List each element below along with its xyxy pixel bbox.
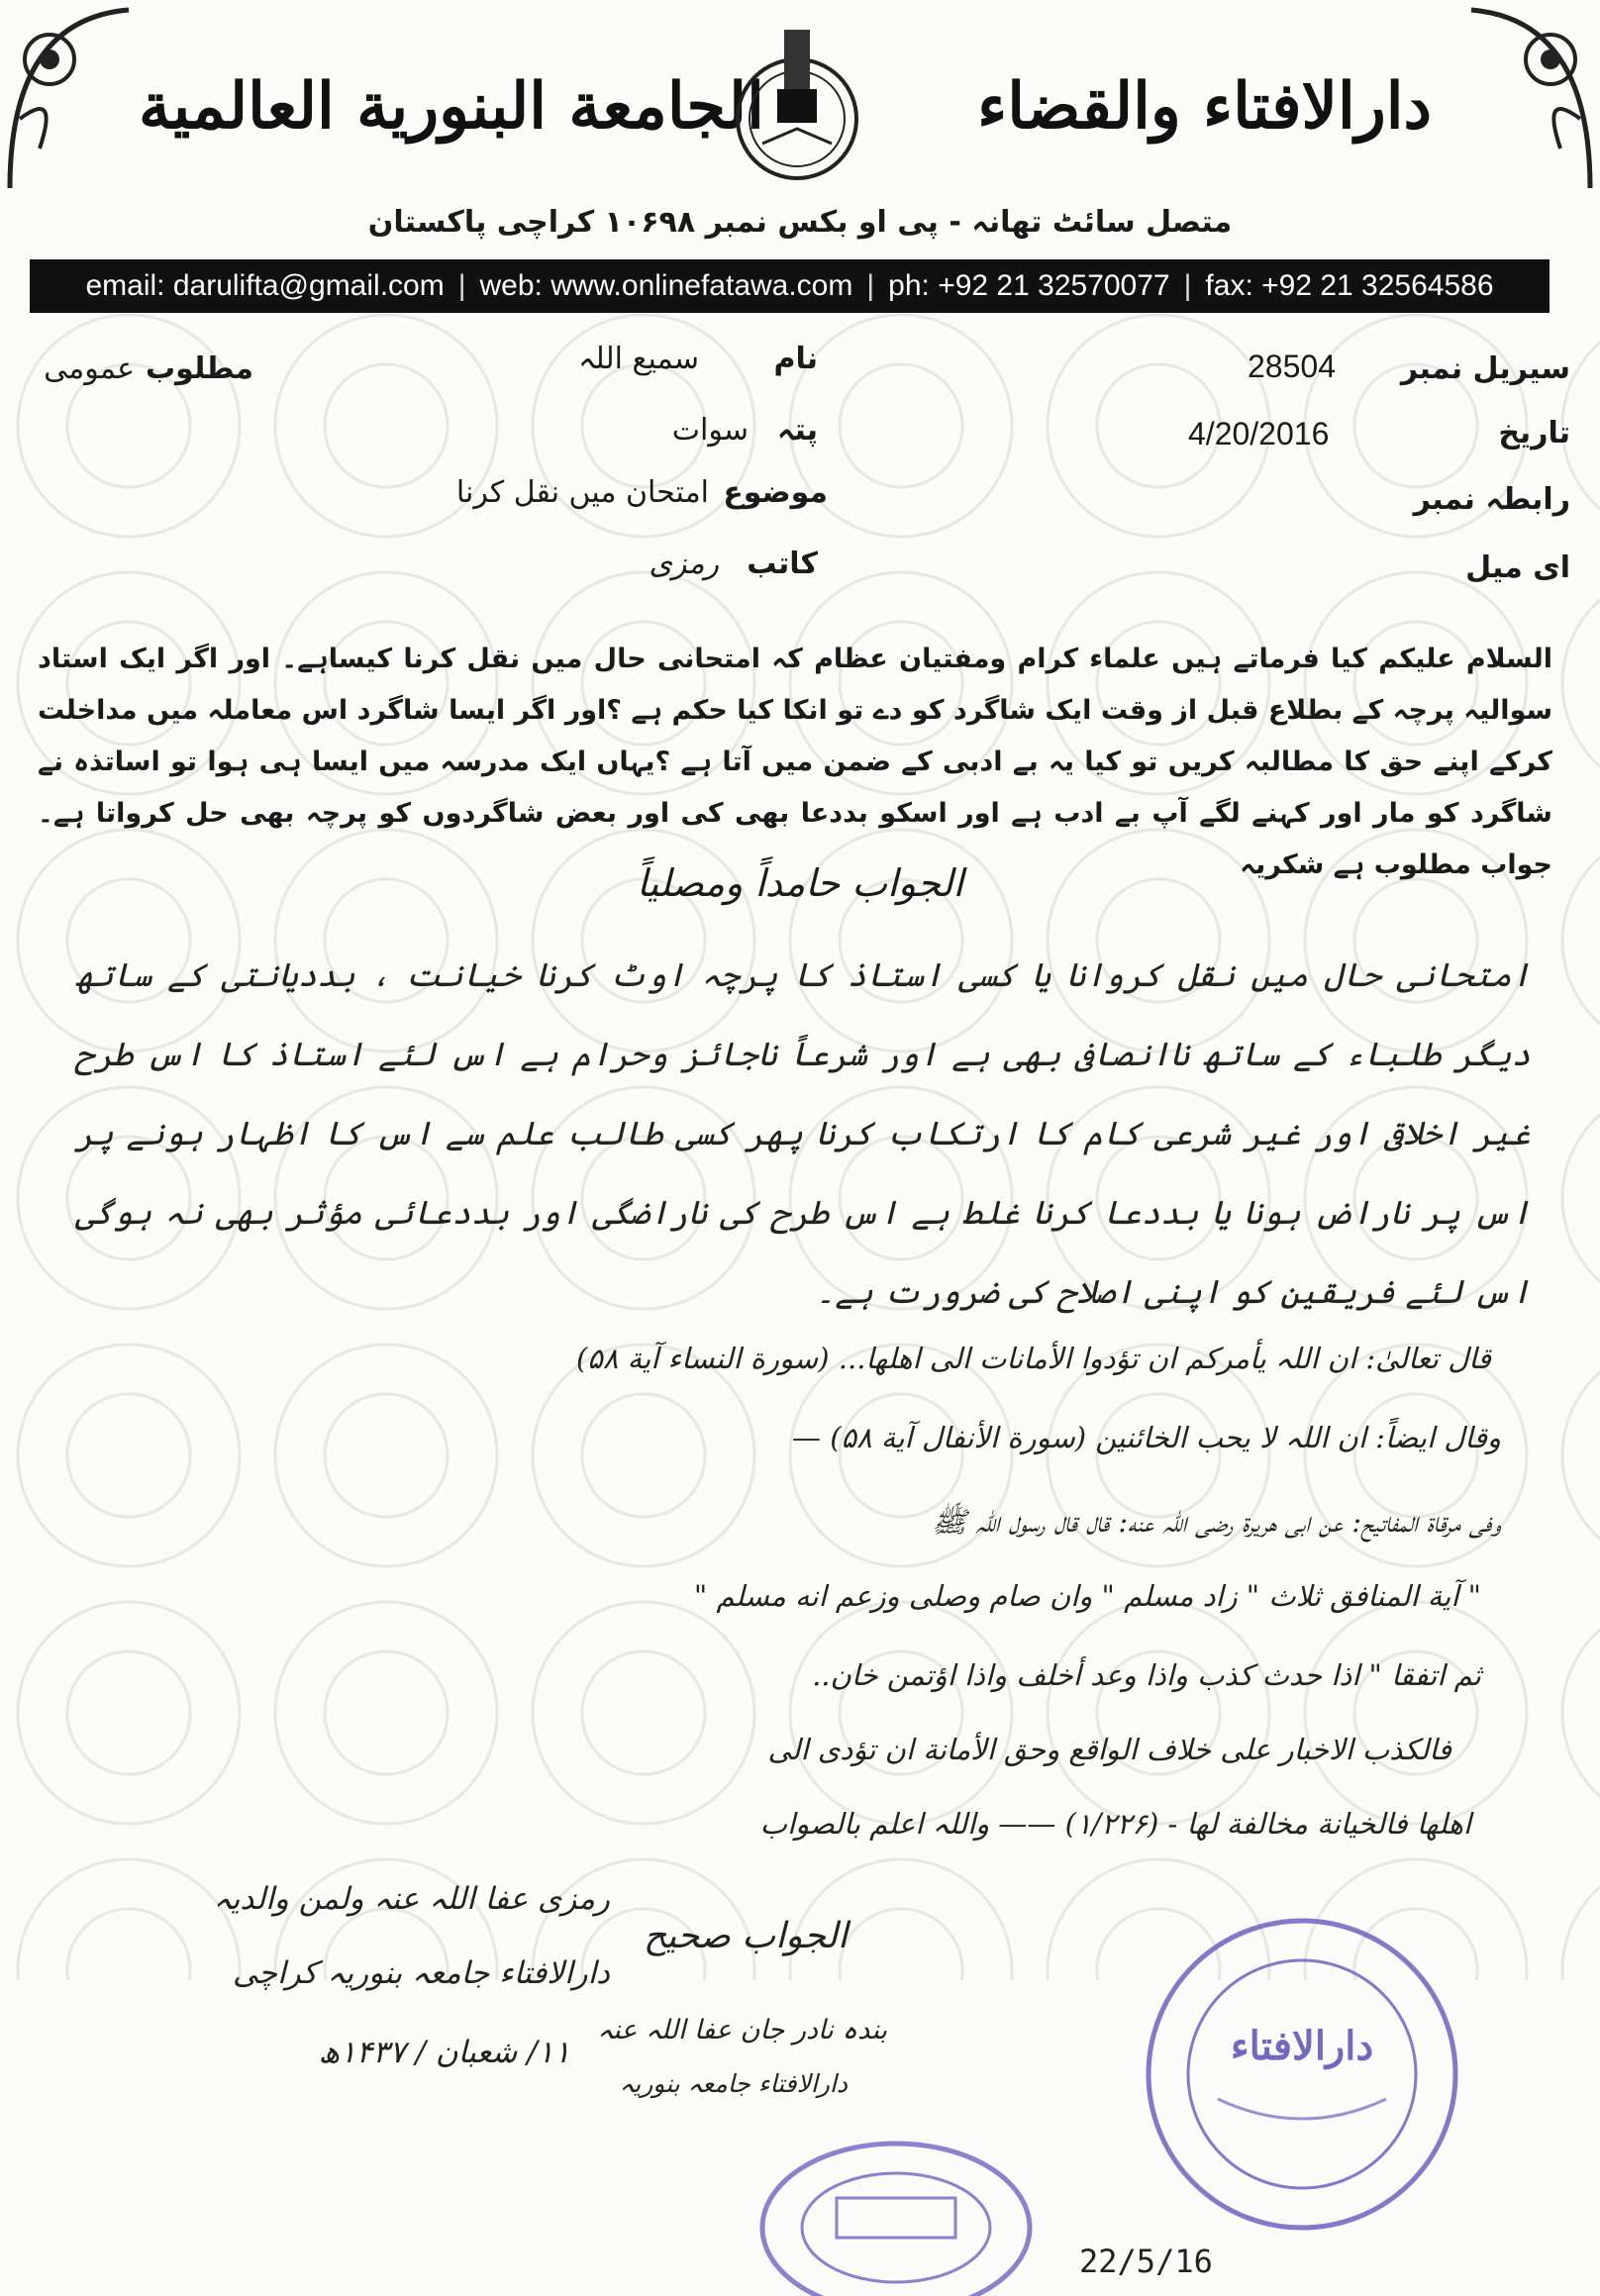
handwritten-date-mark: 22/5/16 <box>1079 2243 1213 2280</box>
corner-ornament-left <box>0 0 139 198</box>
writer-label: کاتب <box>747 547 818 581</box>
reference-hadith-1: " آیة المنافق ثلاث " زاد مسلم " وان صام وصلی وزعم انه مسلم " <box>693 1579 1481 1613</box>
serial-value: 28504 <box>1248 349 1336 384</box>
reference-quran-2: وقال ایضاً: ان اللہ لا یحب الخائنین (سورة الأنفال آیة ۵۸) — <box>792 1421 1501 1454</box>
writer-value: رمزی <box>649 547 719 581</box>
author-date: ۱۱/ شعبان / ۱۴۳۷ھ <box>318 2035 570 2070</box>
name-value: سمیع اللہ <box>577 342 699 376</box>
contact-fax: fax: +92 21 32564586 <box>1205 269 1494 302</box>
official-stamp-round <box>1139 1911 1465 2238</box>
separator: | <box>866 269 875 302</box>
reference-hadith-intro: وفی مرقاة المفاتیح: عن ابی هریرة رضی اللہ عنه: قال قال رسول اللہ ﷺ <box>932 1505 1501 1539</box>
header-title-left: الجامعة البنورية العالمية <box>139 69 764 144</box>
contact-bar <box>30 259 1550 313</box>
subject-label: موضوع <box>723 475 828 510</box>
answer-body: امتحانی حال میں نقل کروانا یا کسی استاذ کا پرچہ اوٹ کرنا خیانت ، بددیانتی کے ساتھ دیگر طلباء کے ساتھ ناانصافی بھی ہے اور شرعاً ناجائز وحرام ہے اس لئے استاذ کا اس طرح غیر اخلاقی اور غیر شرعی کام کا ارتکاب کرنا پھر کسی طالب علم سے اس کا اظہار ہونے پر اس پر ناراض ہونا یا بددعا کرنا غلط ہے اس طرح کی ناراضگی اور بددعائی مؤثر بھی نہ ہوگی اس لئے فریقین کو اپنی اصلاح کی ضرورت ہے۔ <box>75 955 1531 1311</box>
institution-emblem <box>723 20 871 188</box>
header-title-right: دارالافتاء والقضاء <box>977 69 1432 144</box>
serial-label: سیریل نمبر <box>1400 351 1570 386</box>
separator: | <box>457 269 466 302</box>
institution-address: متصل سائٹ تھانہ - پی او بکس نمبر ۱۰۶۹۸ کراچی پاکستان <box>367 205 1233 240</box>
subject-value: امتحان میں نقل کرنا <box>455 475 709 510</box>
address-label: پتہ <box>776 413 818 448</box>
contact-number-label: رابطہ نمبر <box>1413 482 1570 517</box>
verifier-name: بندہ نادر جان عفا اللہ عنہ <box>597 2015 887 2046</box>
author-institution: دارالافتاء جامعہ بنوریہ کراچی <box>232 1955 610 1991</box>
separator: | <box>1183 269 1192 302</box>
verification-title: الجواب صحیح <box>643 1916 848 1956</box>
reference-commentary-2: اهلها فالخیانة مخالفة لها - (۱/۲۲۶) —— واللہ اعلم بالصواب <box>759 1807 1471 1841</box>
question-text: السلام علیکم کیا فرماتے ہیں علماء کرام ومفتیان عظام کہ امتحانی حال میں نقل کرنا کیساہے۔ اور اگر ایک استاد سوالیہ پرچہ کے بطلاع قبل از وقت ایک شاگرد کو دے تو انکا کیا حکم ہے ؟اور اگر ایسا شاگرد اس معاملہ میں مداخلت کرکے اپنے حق کا مطالبہ کریں تو کیا یہ بے ادبی کے ضمن میں آتا ہے ؟یہاں ایک مدرسہ میں ایسا ہی ہوا تو اساتذہ نے شاگرد کو مار اور کہنے لگے آپ بے ادب ہے اور اسکو بددعا بھی کی اور بعض شاگردوں کو پرچہ بھی حل کرواتا ہے۔ جواب مطلوب ہے شکریہ <box>38 644 1552 880</box>
contact-email: email: darulifta@gmail.com <box>85 269 445 302</box>
author-signature: رمزی عفا اللہ عنہ ولمن والدیہ <box>213 1881 610 1917</box>
verifier-institution: دارالافتاء جامعہ بنوریہ <box>619 2069 848 2098</box>
contact-phone: ph: +92 21 32570077 <box>888 269 1170 302</box>
required-label: مطلوب <box>146 351 253 386</box>
address-value: سوات <box>671 413 749 448</box>
reference-quran-1: قال تعالیٰ: ان اللہ یأمرکم ان تؤدوا الأمانات الی اهلها... (سورة النساء آیة ۵۸) <box>575 1342 1491 1375</box>
date-value: 4/20/2016 <box>1188 416 1330 451</box>
email-label: ای میل <box>1465 550 1570 585</box>
contact-web: web: www.onlinefatawa.com <box>479 269 853 302</box>
reference-commentary-1: فالکذب الاخبار علی خلاف الواقع وحق الأمانة ان تؤدی الی <box>767 1733 1451 1766</box>
name-label: نام <box>773 342 818 376</box>
answer-title: الجواب حامداً ومصلیاً <box>637 861 963 905</box>
corner-ornament-right <box>1461 0 1600 198</box>
official-stamp-oval <box>752 2129 1040 2296</box>
date-label: تاریخ <box>1498 416 1570 450</box>
required-value: عمومی <box>44 351 135 386</box>
stamp-text: دارالافتاء <box>1230 2023 1374 2069</box>
reference-hadith-2: ثم اتفقا " اذا حدث کذب واذا وعد أخلف واذا اؤتمن خان.. <box>812 1658 1481 1692</box>
